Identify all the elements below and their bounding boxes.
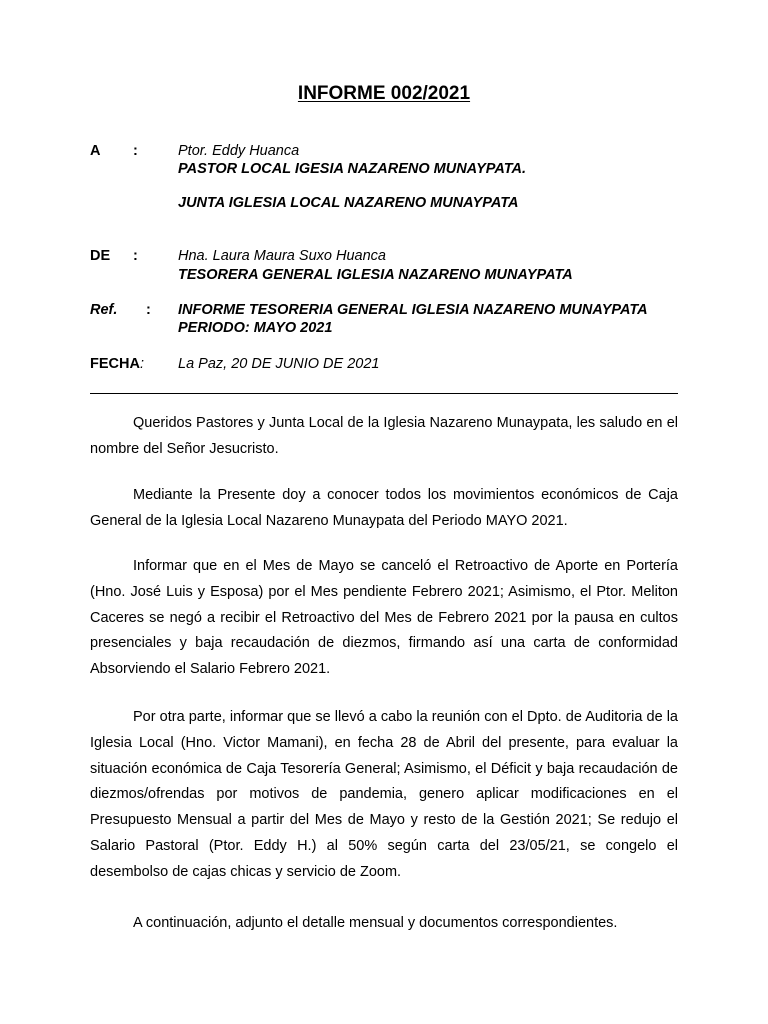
date-label: FECHA [90, 356, 140, 372]
sender-role: TESORERA GENERAL IGLESIA NAZARENO MUNAYPATA [178, 267, 573, 283]
paragraph-retroactivo: Informar que en el Mes de Mayo se canceló el Retroactivo de Aporte en Portería (Hno. José Luis y Esposa) por el Mes pendiente Febrero 2021; Asimismo, el Ptor. Meliton Caceres se negó a recibir el Retroactivo del Mes de Febrero 2021 por la pausa en cultos presenciales y baja recaudación de diezmos, firmando así una carta de conformidad Absorviendo el Salario Febrero 2021. [90, 558, 678, 678]
reference-colon: : [146, 302, 151, 318]
reference-line-1: INFORME TESORERIA GENERAL IGLESIA NAZARENO MUNAYPATA [178, 302, 648, 318]
recipient-extra: JUNTA IGLESIA LOCAL NAZARENO MUNAYPATA [178, 195, 519, 211]
date-colon: : [139, 356, 144, 372]
recipient-label: A [90, 143, 101, 159]
recipient-colon: : [133, 143, 138, 159]
recipient-name: Ptor. Eddy Huanca [178, 143, 300, 159]
recipient-role: PASTOR LOCAL IGESIA NAZARENO MUNAYPATA. [178, 161, 527, 177]
sender-label: DE [90, 248, 111, 264]
header-divider [90, 393, 678, 394]
date-value: La Paz, 20 DE JUNIO DE 2021 [178, 356, 380, 372]
sender-colon: : [133, 248, 138, 264]
sender-name: Hna. Laura Maura Suxo Huanca [178, 248, 386, 264]
paragraph-greeting: Queridos Pastores y Junta Local de la Iglesia Nazareno Munaypata, les saludo en el nombre del Señor Jesucristo. [90, 415, 678, 457]
paragraph-closing: A continuación, adjunto el detalle mensual y documentos correspondientes. [133, 915, 618, 931]
date-label-wrap [90, 356, 144, 372]
reference-line-2: PERIODO: MAYO 2021 [178, 320, 333, 336]
paragraph-auditoria: Por otra parte, informar que se llevó a cabo la reunión con el Dpto. de Auditoria de la Iglesia Local (Hno. Victor Mamani), en fecha 28 de Abril del presente, para evaluar la situación económica de Caja Tesorería General; Asimismo, el Déficit y baja recaudación de diezmos/ofrendas por motivos de pandemia, genero aplicar modificaciones en el Presupuesto Mensual a partir del Mes de Mayo y resto de la Gestión 2021; Se redujo el Salario Pastoral (Ptor. Eddy H.) al 50% según carta del 23/05/21, se congelo el desembolso de cajas chicas y servicio de Zoom. [90, 709, 678, 880]
reference-label: Ref. [90, 302, 118, 318]
report-title: INFORME 002/2021 [297, 83, 471, 104]
paragraph-intro: Mediante la Presente doy a conocer todos los movimientos económicos de Caja General de la Iglesia Local Nazareno Munaypata del Periodo MAYO 2021. [90, 487, 678, 529]
